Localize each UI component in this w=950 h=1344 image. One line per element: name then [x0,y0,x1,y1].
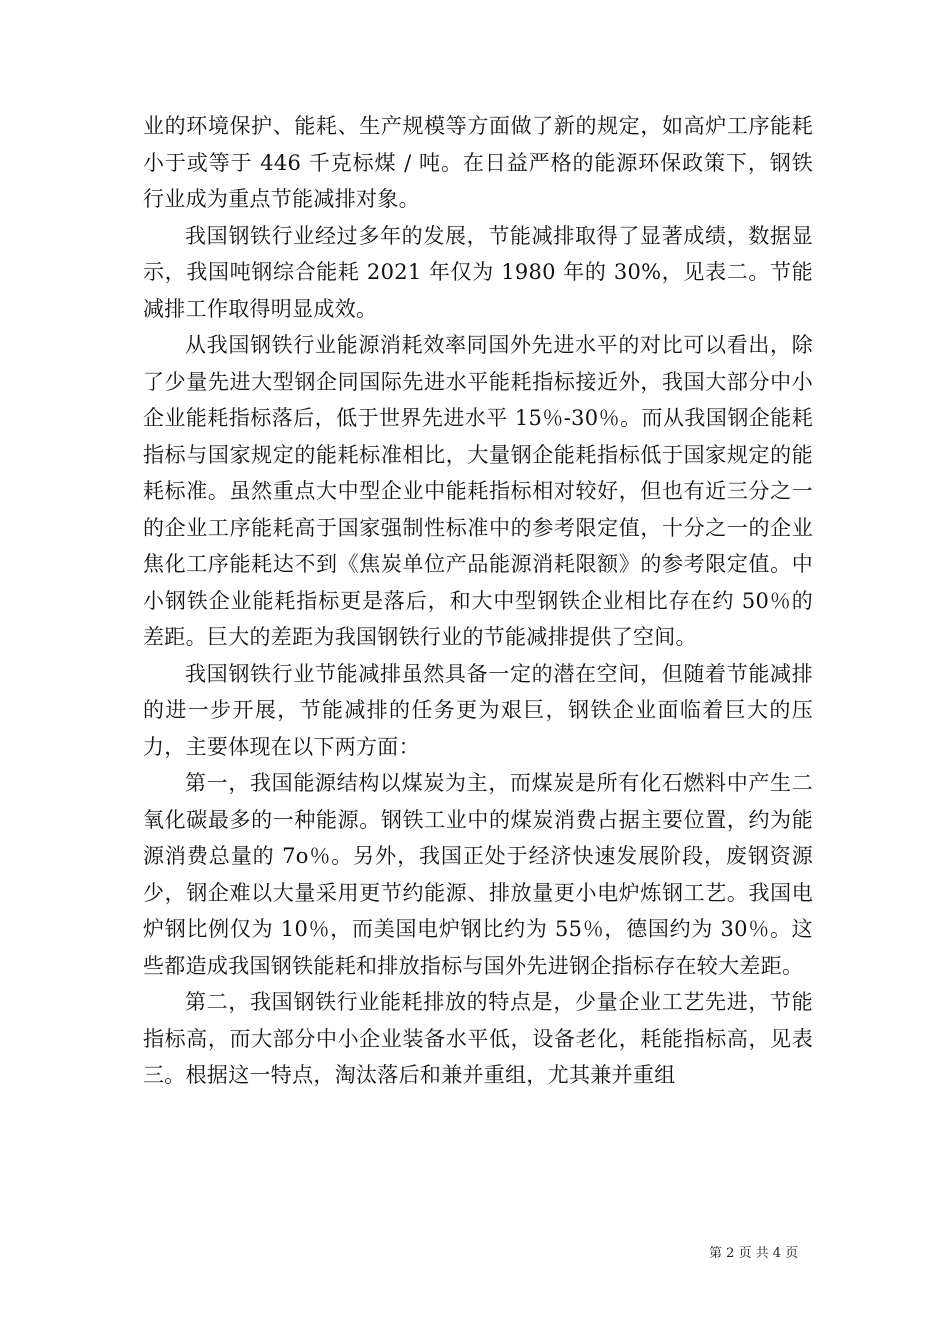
page-number: 第 2 页 共 4 页 [709,1246,799,1261]
paragraph-efficiency-comparison: 从我国钢铁行业能源消耗效率同国外先进水平的对比可以看出，除了少量先进大型钢企同国际先进水平能耗指标接近外，我国大部分中小企业能耗指标落后，低于世界先进水平 15％-30％。而从我国钢企能耗指标与国家规定的能耗标准相比，大量钢企能耗指标低于国家规定的能耗标准。虽然重点大中型企业中能耗指标相对较好，但也有近三分之一的企业工序能耗高于国家强制性标准中的参考限定值，十分之一的企业焦化工序能耗达不到《焦炭单位产品能源消耗限额》的参考限定值。中小钢铁企业能耗指标更是落后，和大中型钢铁企业相比存在约 50％的差距。巨大的差距为我国钢铁行业的节能减排提供了空间。 [143,333,813,649]
paragraph-continued: 业的环境保护、能耗、生产规模等方面做了新的规定，如高炉工序能耗小于或等于 446 千克标煤 / 吨。在日益严格的能源环保政策下，钢铁行业成为重点节能减排对象。 [143,114,813,211]
paragraph-second-point: 第二，我国钢铁行业能耗排放的特点是，少量企业工艺先进，节能指标高，而大部分中小企业装备水平低，设备老化，耗能指标高，见表三。根据这一特点，淘汰落后和兼并重组，尤其兼并重组 [143,990,813,1087]
document-body [143,108,813,1094]
paragraph-first-point: 第一，我国能源结构以煤炭为主，而煤炭是所有化石燃料中产生二氧化碳最多的一种能源。钢铁工业中的煤炭消费占据主要位置，约为能源消费总量的 7o％。另外，我国正处于经济快速发展阶段，废钢资源少，钢企难以大量采用更节约能源、排放量更小电炉炼钢工艺。我国电炉钢比例仅为 10％，而美国电炉钢比约为 55％，德国约为 30％。这些都造成我国钢铁能耗和排放指标与国外先进钢企指标存在较大差距。 [143,771,813,978]
paragraph-achievements: 我国钢铁行业经过多年的发展，节能减排取得了显著成绩，数据显示，我国吨钢综合能耗 2021 年仅为 1980 年的 30%，见表二。节能减排工作取得明显成效。 [143,223,813,321]
paragraph-pressure-intro: 我国钢铁行业节能减排虽然具备一定的潜在空间，但随着节能减排的进一步开展，节能减排的任务更为艰巨，钢铁企业面临着巨大的压力，主要体现在以下两方面： [143,661,813,759]
